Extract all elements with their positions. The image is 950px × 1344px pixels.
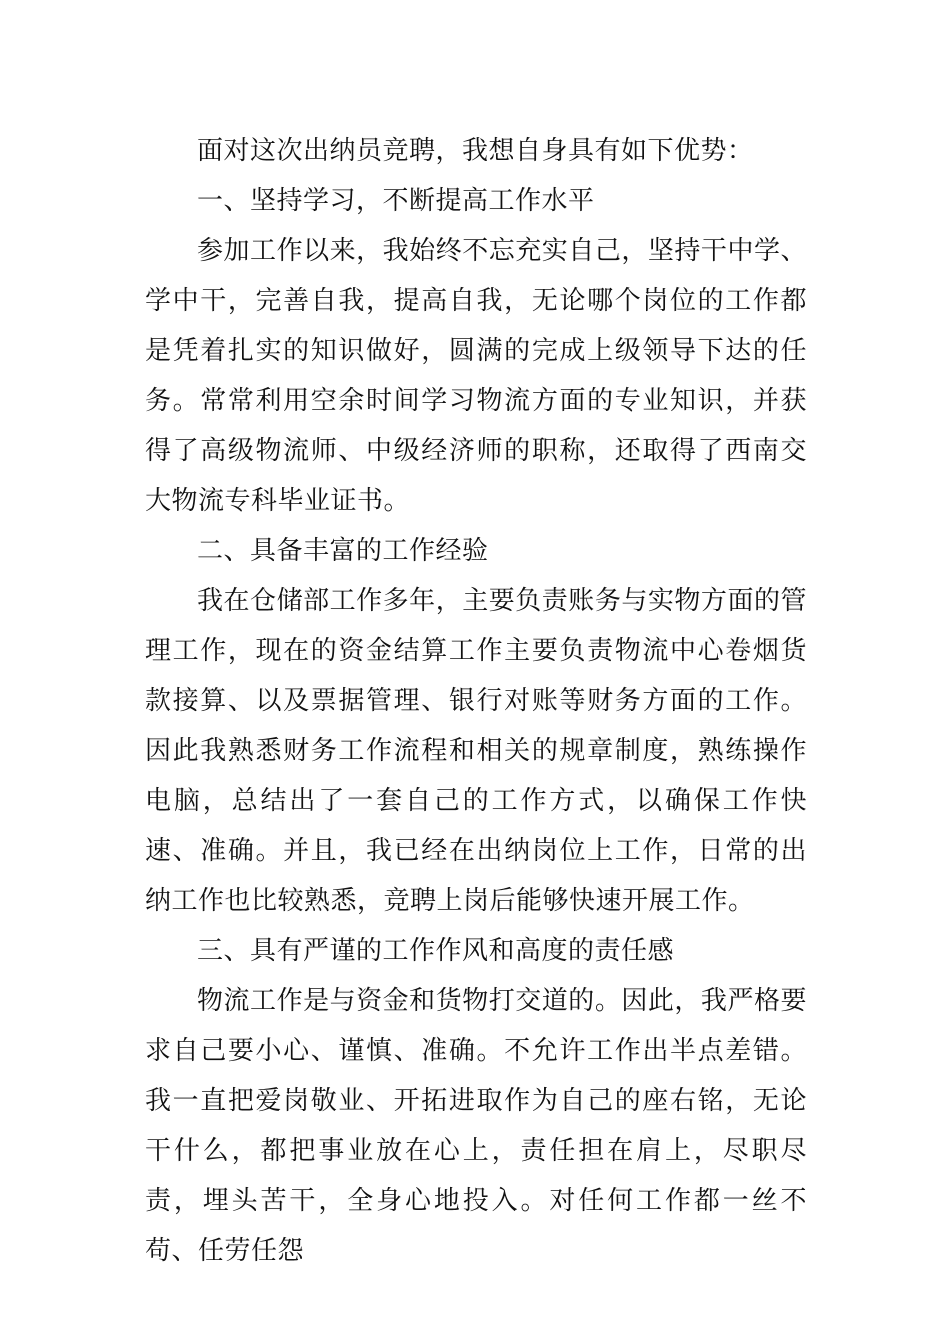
- intro-paragraph: 面对这次出纳员竞聘，我想自身具有如下优势：: [197, 136, 754, 166]
- section-heading-2: 二、具备丰富的工作经验: [197, 536, 489, 566]
- section-heading-3: 三、具有严谨的工作作风和高度的责任感: [197, 936, 675, 966]
- section-paragraph-3: 物流工作是与资金和货物打交道的。因此，我严格要求自己要小心、谨慎、准确。不允许工作出半点差错。我一直把爱岗敬业、开拓进取作为自己的座右铭，无论干什么，都把事业放在心上，责任担在肩上，尽职尽责，埋头苦干，全身心地投入。对任何工作都一丝不苟、任劳任怨: [145, 986, 807, 1266]
- section-paragraph-1: 参加工作以来，我始终不忘充实自己，坚持干中学、学中干，完善自我，提高自我，无论哪个岗位的工作都是凭着扎实的知识做好，圆满的完成上级领导下达的任务。常常利用空余时间学习物流方面的专业知识，并获得了高级物流师、中级经济师的职称，还取得了西南交大物流专科毕业证书。: [145, 236, 807, 516]
- section-paragraph-2: 我在仓储部工作多年，主要负责账务与实物方面的管理工作，现在的资金结算工作主要负责物流中心卷烟货款接算、以及票据管理、银行对账等财务方面的工作。因此我熟悉财务工作流程和相关的规章制度，熟练操作电脑，总结出了一套自己的工作方式，以确保工作快速、准确。并且，我已经在出纳岗位上工作，日常的出纳工作也比较熟悉，竞聘上岗后能够快速开展工作。: [145, 586, 807, 916]
- section-heading-1: 一、坚持学习，不断提高工作水平: [197, 186, 595, 216]
- document-body: [145, 126, 807, 1276]
